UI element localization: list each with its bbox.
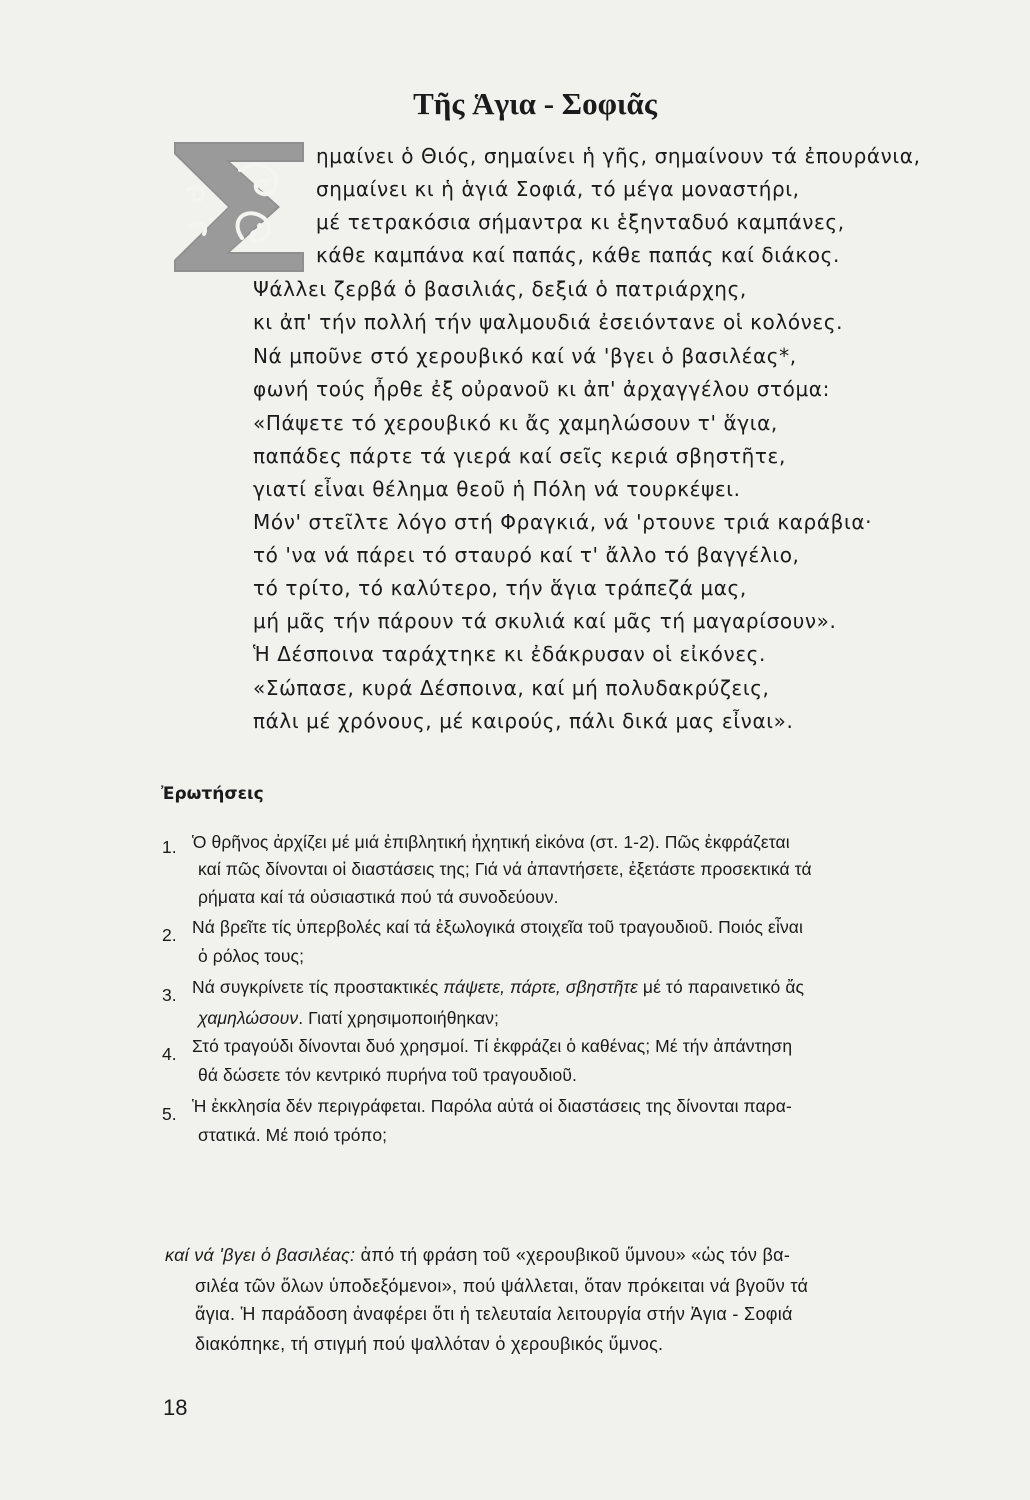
- question-number: 1.: [162, 837, 177, 857]
- poem-line: Ψάλλει ζερβά ὁ βασιλιάς, δεξιά ὁ πατριάρχης,: [253, 277, 747, 301]
- question-number: 3.: [162, 985, 177, 1005]
- poem-line: κι ἀπ' τήν πολλή τήν ψαλμουδιά ἐσειόντανε οἱ κολόνες.: [253, 310, 844, 334]
- poem-line: τό τρίτο, τό καλύτερο, τήν ἅγια τράπεζά μας,: [253, 576, 747, 600]
- poem-line: πάλι μέ χρόνους, μέ καιρούς, πάλι δικά μας εἶναι».: [253, 709, 794, 733]
- poem-line: Ἡ Δέσποινα ταράχτηκε κι ἐδάκρυσαν οἱ εἰκόνες.: [253, 642, 766, 666]
- page-title: Τῆς Ἁγια - Σοφιᾶς: [413, 86, 657, 121]
- question-line: Νά βρεῖτε τίς ὑπερβολές καί τά ἐξωλογικά στοιχεῖα τοῦ τραγουδιοῦ. Ποιός εἶναι: [192, 917, 803, 937]
- poem-line: μή μᾶς τήν πάρουν τά σκυλιά καί μᾶς τή μαγαρίσουν».: [253, 609, 837, 633]
- poem-line: κάθε καμπάνα καί παπάς, κάθε παπάς καί διάκος.: [316, 243, 840, 267]
- question-italic-text: χαμηλώσουν: [198, 1008, 299, 1028]
- poem-line: ημαίνει ὁ Θιός, σημαίνει ἡ γῆς, σημαίνουν τά ἐπουράνια,: [316, 144, 921, 168]
- footnote-line: σιλέα τῶν ὅλων ὑποδεξόμενοι», πού ψάλλεται, ὅταν πρόκειται νά βγοῦν τά: [195, 1276, 809, 1296]
- questions-heading: Ἐρωτήσεις: [161, 784, 264, 804]
- question-line: [198, 1008, 499, 1029]
- question-number: 5.: [162, 1104, 177, 1124]
- poem-line: σημαίνει κι ἡ ἁγιά Σοφιά, τό μέγα μοναστήρι,: [316, 177, 800, 201]
- question-line: Στό τραγούδι δίνονται δυό χρησμοί. Τί ἐκφράζει ὁ καθένας; Μέ τήν ἀπάντηση: [192, 1036, 793, 1056]
- question-line: θά δώσετε τόν κεντρικό πυρήνα τοῦ τραγουδιοῦ.: [198, 1065, 577, 1085]
- footnote-line: ἅγια. Ἡ παράδοση ἀναφέρει ὅτι ἡ τελευταία λειτουργία στήν Ἁγια - Σοφιά: [195, 1304, 793, 1324]
- question-line: ρήματα καί τά οὐσιαστικά πού τά συνοδεύουν.: [198, 887, 559, 907]
- dropcap-sigma-ornament: [170, 140, 306, 274]
- poem-line: γιατί εἶναι θέλημα θεοῦ ἡ Πόλη νά τουρκέψει.: [253, 477, 741, 501]
- question-line: καί πῶς δίνονται οἱ διαστάσεις της; Γιά νά ἀπαντήσετε, ἐξετάστε προσεκτικά τά: [198, 859, 812, 879]
- question-line: Ἡ ἐκκλησία δέν περιγράφεται. Παρόλα αὐτά οἱ διαστάσεις της δίνονται παρα-: [192, 1096, 792, 1116]
- question-line: ὁ ρόλος τους;: [198, 946, 305, 966]
- page-number: 18: [163, 1395, 188, 1420]
- poem-line: τό 'να νά πάρει τό σταυρό καί τ' ἄλλο τό βαγγέλιο,: [253, 543, 800, 567]
- poem-line: Μόν' στεῖλτε λόγο στή Φραγκιά, νά 'ρτουνε τριά καράβια·: [253, 510, 873, 534]
- question-line: Ὁ θρῆνος ἀρχίζει μέ μιά ἐπιβλητική ἠχητική εἰκόνα (στ. 1-2). Πῶς ἐκφράζεται: [192, 832, 790, 852]
- question-text: μέ τό παραινετικό ἄς: [637, 977, 805, 997]
- question-text: Νά συγκρίνετε τίς προστακτικές: [192, 977, 444, 997]
- footnote-line: [165, 1245, 790, 1266]
- question-italic-text: πάψετε, πάρτε, σβηστῆτε: [443, 977, 638, 997]
- poem-line: «Σώπασε, κυρά Δέσποινα, καί μή πολυδακρύζεις,: [253, 676, 770, 700]
- poem-line: φωνή τούς ἦρθε ἐξ οὐρανοῦ κι ἀπ' ἀρχαγγέλου στόμα:: [253, 377, 830, 401]
- footnote-line: διακόπηκε, τή στιγμή πού ψαλλόταν ὁ χερουβικός ὕμνος.: [195, 1334, 664, 1354]
- question-number: 4.: [162, 1044, 177, 1064]
- poem-line: παπάδες πάρτε τά γιερά καί σεῖς κεριά σβηστῆτε,: [253, 444, 786, 468]
- poem-line: μέ τετρακόσια σήμαντρα κι ἑξηνταδυό καμπάνες,: [316, 210, 845, 234]
- poem-line: Νά μποῦνε στό χερουβικό καί νά 'βγει ὁ βασιλέας*,: [253, 344, 797, 368]
- footnote-text: ἀπό τή φράση τοῦ «χερουβικοῦ ὕμνου» «ὡς τόν βα-: [355, 1245, 791, 1265]
- question-text: . Γιατί χρησιμοποιήθηκαν;: [298, 1008, 500, 1028]
- question-line: [192, 977, 804, 998]
- poem-line: «Πάψετε τό χερουβικό κι ἄς χαμηλώσουν τ' ἅγια,: [253, 411, 778, 435]
- footnote-term: καί νά 'βγει ὁ βασιλέας:: [165, 1245, 356, 1265]
- question-line: στατικά. Μέ ποιό τρόπο;: [198, 1125, 388, 1145]
- question-number: 2.: [162, 925, 177, 945]
